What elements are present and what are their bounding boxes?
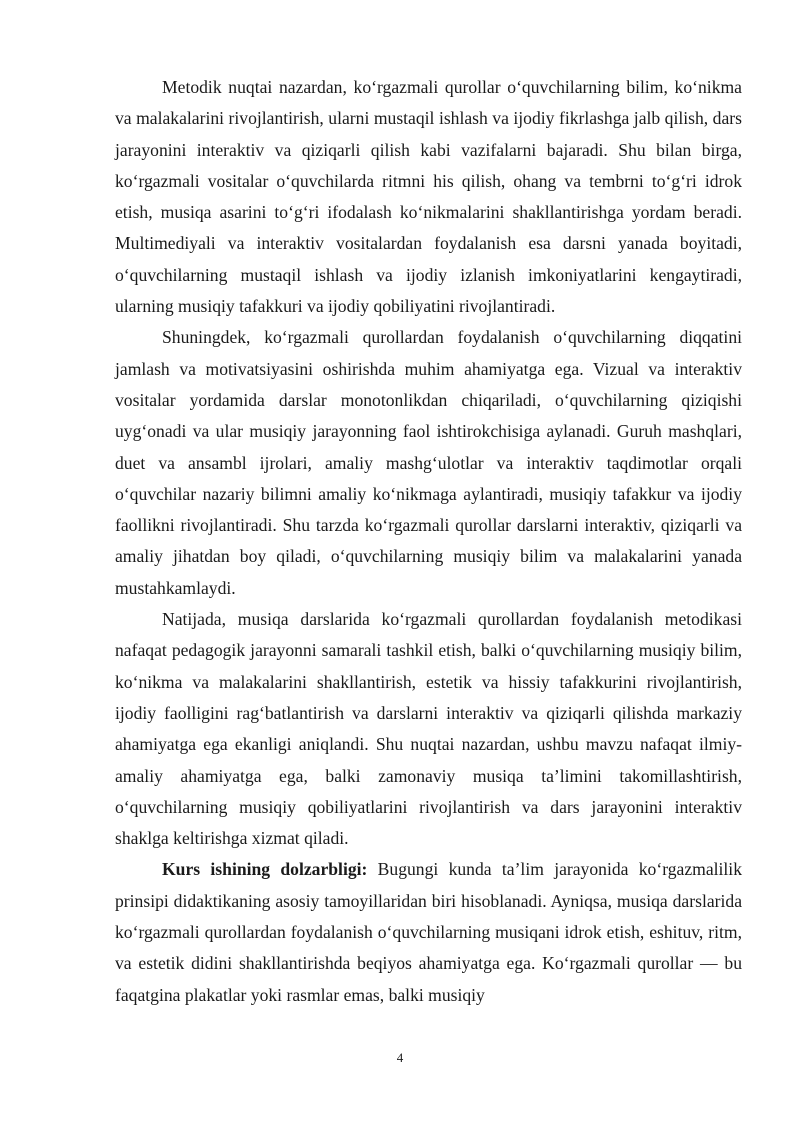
paragraph-text: Bugungi kunda ta’lim jarayonida ko‘rgazmalilik prinsipi didaktikaning asosiy tamoyillaridan biri hisoblanadi. Ayniqsa, musiqa darslarida ko‘rgazmali qurollardan foydalanish o‘quvchilarning musiqani idrok etish, eshituv, ritm, va estetik didini shakllantirishda beqiyos ahamiyatga ega. Ko‘rgazmali qurollar — bu faqatgina plakatlar yoki rasmlar emas, balki musiqiy <box>115 859 742 1005</box>
paragraph-text: Metodik nuqtai nazardan, ko‘rgazmali qurollar o‘quvchilarning bilim, ko‘nikma va malakalarini rivojlantirish, ularni mustaqil ishlash va ijodiy fikrlashga jalb qilish, dars jarayonini interaktiv va qiziqarli qilish kabi vazifalarni bajaradi. Shu bilan birga, ko‘rgazmali vositalar o‘quvchilarda ritmni his qilish, ohang va tembrni to‘g‘ri idrok etish, musiqa asarini to‘g‘ri ifodalash ko‘nikmalarini shakllantirishga yordam beradi. Multimediyali va interaktiv vositalardan foydalanish esa darsni yanada boyitadi, o‘quvchilarning mustaqil ishlash va ijodiy izlanish imkoniyatlarini kengaytiradi, ularning musiqiy tafakkuri va ijodiy qobiliyatini rivojlantiradi. <box>115 77 742 317</box>
paragraph-relevance <box>115 854 742 1010</box>
page-number: 4 <box>396 1050 404 1065</box>
paragraph-text: Shuningdek, ko‘rgazmali qurollardan foydalanish o‘quvchilarning diqqatini jamlash va motivatsiyasini oshirishda muhim ahamiyatga ega. Vizual va interaktiv vositalar yordamida darslar monotonlikdan chiqariladi, o‘quvchilarning qiziqishi uyg‘onadi va ular musiqiy jarayonning faol ishtirokchisiga aylanadi. Guruh mashqlari, duet va ansambl ijrolari, amaliy mashg‘ulotlar va interaktiv taqdimotlar orqali o‘quvchilar nazariy bilimni amaliy ko‘nikmaga aylantiradi, musiqiy tafakkur va ijodiy faollikni rivojlantiradi. Shu tarzda ko‘rgazmali qurollar darslarni interaktiv, qiziqarli va amaliy jihatdan boy qiladi, o‘quvchilarning musiqiy bilim va malakalarini yanada mustahkamlaydi. <box>115 327 742 598</box>
paragraph-attention-motivation <box>115 322 742 604</box>
paragraph-text: Natijada, musiqa darslarida ko‘rgazmali qurollardan foydalanish metodikasi nafaqat pedagogik jarayonni samarali tashkil etish, balki o‘quvchilarning musiqiy bilim, ko‘nikma va malakalarini shakllantirish, estetik va hissiy tafakkurini rivojlantirish, ijodiy faolligini rag‘batlantirish va darslarni interaktiv va qiziqarli qilishda markaziy ahamiyatga ega ekanligi aniqlandi. Shu nuqtai nazardan, ushbu mavzu nafaqat ilmiy-amaliy ahamiyatga ega, balki zamonaviy musiqa ta’limini takomillashtirish, o‘quvchilarning musiqiy qobiliyatlarini rivojlantirish va dars jarayonini interaktiv shaklga keltirishga xizmat qiladi. <box>115 609 742 849</box>
text-body <box>115 72 742 1011</box>
paragraph-methodology <box>115 72 742 322</box>
relevance-heading: Kurs ishining dolzarbligi: <box>162 859 368 880</box>
paragraph-conclusion <box>115 604 742 854</box>
